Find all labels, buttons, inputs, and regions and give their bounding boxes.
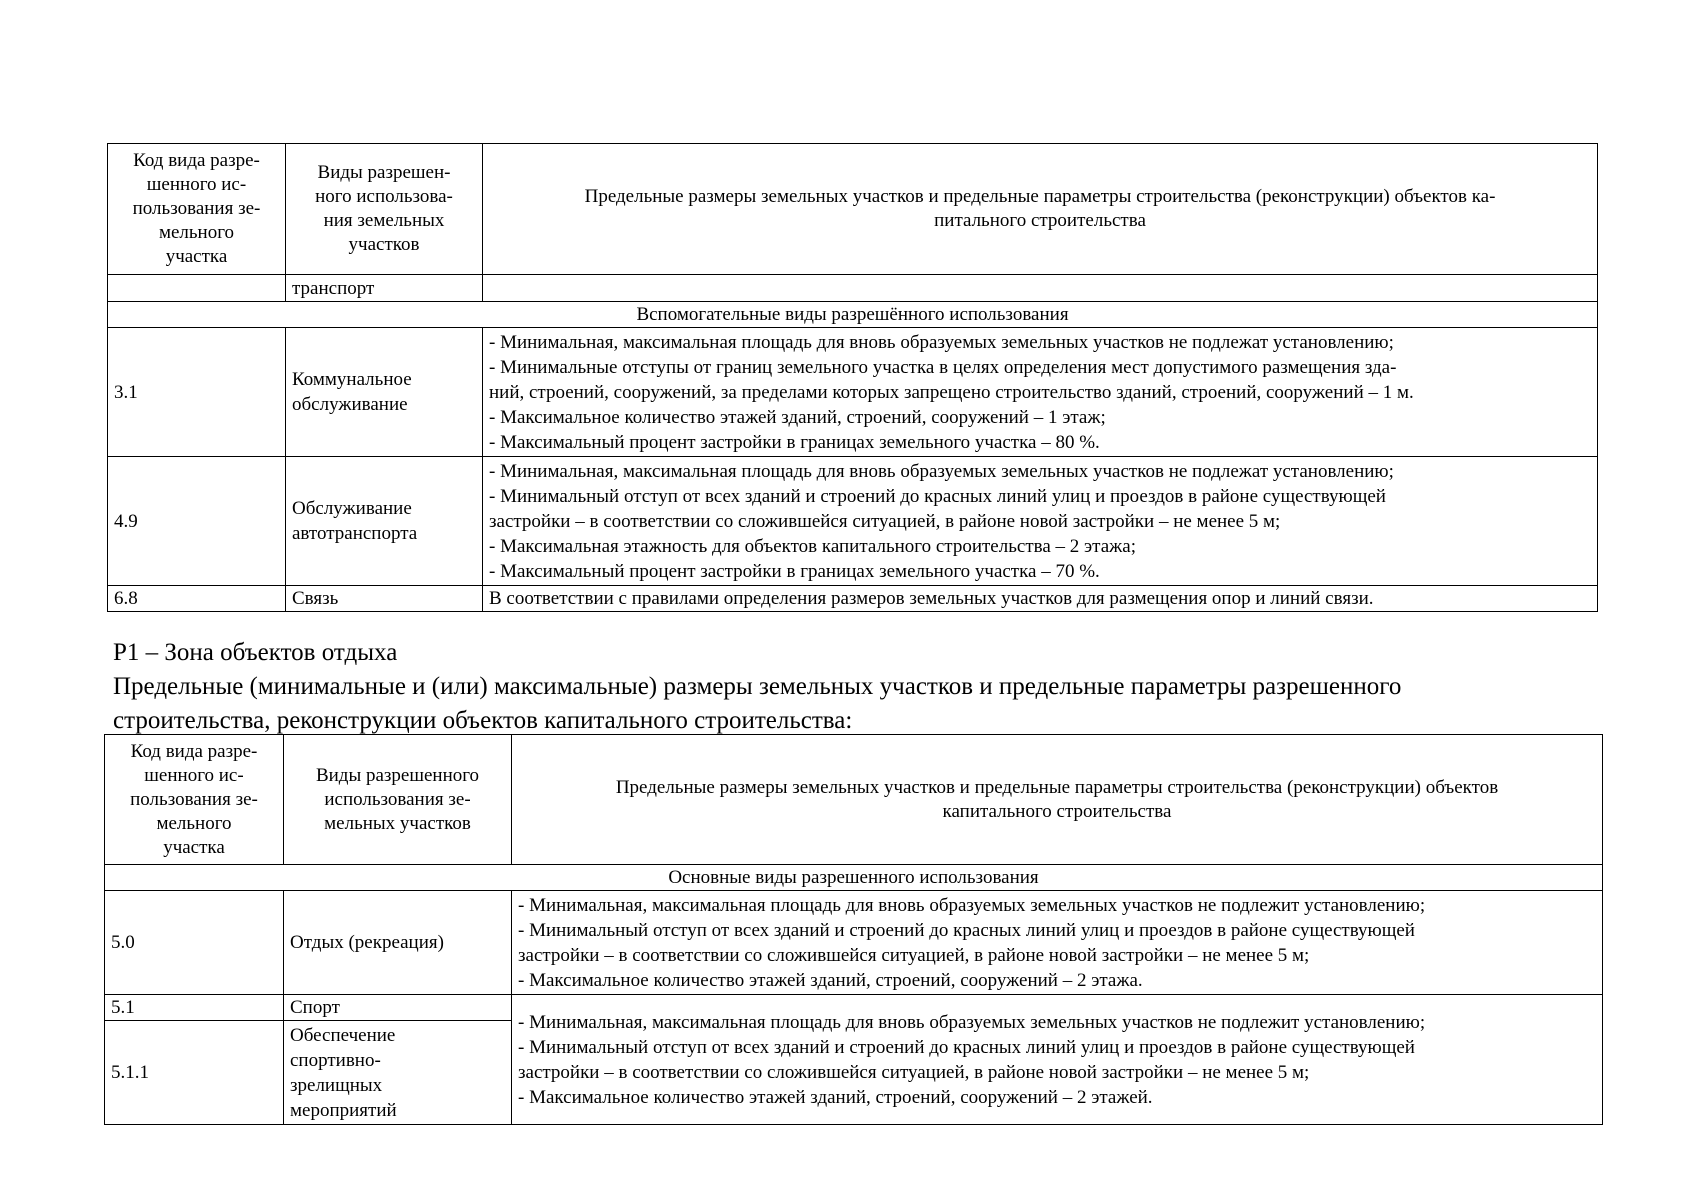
use-line: спортивно-	[290, 1049, 381, 1071]
table-header-row	[108, 144, 1598, 275]
param-line: - Минимальная, максимальная площадь для вновь образуемых земельных участков не подлежит установлению;	[518, 894, 1426, 916]
param-line: - Максимальная этажность для объектов капитального строительства – 2 этажа;	[489, 535, 1136, 557]
cell-use: транспорт	[286, 275, 483, 302]
header-line: ного использова-	[315, 186, 453, 207]
section-row	[105, 865, 1603, 891]
cell-code: 5.1.1	[105, 1021, 284, 1125]
table-row	[108, 586, 1598, 612]
cell-params	[483, 275, 1598, 302]
cell-use	[286, 586, 483, 612]
cell-params	[512, 891, 1603, 995]
use-line: автотранспорта	[292, 523, 418, 544]
header-line: Виды разрешенного	[315, 764, 480, 786]
param-line: - Максимальное количество этажей зданий, строений, сооружений – 1 этаж;	[489, 406, 1106, 428]
param-line: застройки – в соответствии со сложившейся ситуацией, в районе новой застройки – не менее 5 м;	[489, 510, 1281, 532]
cell-use	[284, 891, 512, 995]
param-line: застройки – в соответствии со сложившейся ситуацией, в районе новой застройки – не менее 5 м;	[518, 1061, 1310, 1083]
use-line: Спорт	[290, 997, 340, 1018]
header-line: ния земельных	[323, 210, 445, 231]
header-line: капитального строительства	[942, 800, 1172, 822]
header-params	[483, 144, 1598, 275]
header-use	[284, 735, 512, 865]
header-code	[105, 735, 284, 865]
header-line: мельного	[158, 222, 235, 243]
header-line: участка	[165, 246, 228, 267]
param-line: - Минимальный отступ от всех зданий и строений до красных линий улиц и проездов в районе существующей	[518, 919, 1415, 941]
cell-use	[284, 995, 512, 1021]
cell-params	[483, 457, 1598, 586]
param-line: - Минимальная, максимальная площадь для вновь образуемых земельных участков не подлежит установлению;	[518, 1011, 1426, 1033]
table-row	[108, 457, 1598, 586]
header-line: участка	[163, 836, 225, 858]
param-line: ний, строений, сооружений, за пределами которых запрещено строительство зданий, строений, сооружений – 1 м.	[489, 381, 1414, 403]
cell-use	[286, 328, 483, 457]
header-line: мельных участков	[324, 812, 471, 834]
table-row	[108, 328, 1598, 457]
header-line: мельного	[156, 812, 232, 834]
use-line: обслуживание	[292, 394, 408, 415]
cell-code: 3.1	[108, 328, 286, 457]
header-line: Код вида разре-	[130, 740, 258, 762]
param-line: - Максимальное количество этажей зданий, строений, сооружений – 2 этажа.	[518, 969, 1143, 991]
param-line: - Минимальная, максимальная площадь для вновь образуемых земельных участков не подлежат установлению;	[489, 331, 1394, 353]
section-label: Основные виды разрешенного использования	[105, 865, 1603, 891]
zone-description-line: строительства, реконструкции объектов капитального строительства:	[113, 707, 853, 734]
section-row	[108, 302, 1598, 328]
land-use-table-auxiliary	[107, 143, 1598, 612]
header-line: пользования зе-	[132, 198, 261, 219]
land-use-table-main	[104, 734, 1603, 1125]
cell-use	[284, 1021, 512, 1125]
use-line: мероприятий	[290, 1099, 397, 1121]
cell-params	[483, 586, 1598, 612]
cell-code	[108, 275, 286, 302]
param-line: - Минимальный отступ от всех зданий и строений до красных линий улиц и проездов в районе существующей	[489, 485, 1386, 507]
use-line: Связь	[292, 588, 339, 609]
cell-code: 5.0	[105, 891, 284, 995]
use-line: Обслуживание	[292, 498, 412, 519]
use-line: зрелищных	[290, 1074, 383, 1096]
header-line: Предельные размеры земельных участков и предельные параметры строительства (реконструкции) объектов	[615, 776, 1499, 798]
param-line: - Минимальные отступы от границ земельного участка в целях определения мест допустимого размещения зда-	[489, 356, 1397, 378]
header-code	[108, 144, 286, 275]
header-line: участков	[348, 234, 420, 255]
header-line: питального строительства	[934, 210, 1146, 231]
use-line: Коммунальное	[292, 369, 412, 390]
section-label: Вспомогательные виды разрешённого использования	[108, 302, 1598, 328]
table-row-continuation	[108, 275, 1598, 302]
header-use	[286, 144, 483, 275]
param-line: застройки – в соответствии со сложившейся ситуацией, в районе новой застройки – не менее 5 м;	[518, 944, 1310, 966]
cell-code: 6.8	[108, 586, 286, 612]
header-params	[512, 735, 1603, 865]
cell-code: 4.9	[108, 457, 286, 586]
header-line: Код вида разре-	[133, 150, 260, 171]
cell-use	[286, 457, 483, 586]
cell-code: 5.1	[105, 995, 284, 1021]
param-line: - Максимальный процент застройки в границах земельного участка – 80 %.	[489, 431, 1100, 453]
header-line: Виды разрешен-	[317, 162, 451, 183]
header-line: пользования зе-	[130, 788, 258, 810]
param-line: - Максимальное количество этажей зданий, строений, сооружений – 2 этажей.	[518, 1086, 1153, 1108]
use-line: Отдых (рекреация)	[290, 932, 444, 953]
cell-params	[483, 328, 1598, 457]
param-line: - Минимальная, максимальная площадь для вновь образуемых земельных участков не подлежат установлению;	[489, 460, 1394, 482]
param-line: - Максимальный процент застройки в границах земельного участка – 70 %.	[489, 560, 1100, 582]
zone-heading	[113, 636, 1603, 738]
param-line: В соответствии с правилами определения размеров земельных участков для размещения опор и линий связи.	[489, 588, 1374, 609]
param-line: - Минимальный отступ от всех зданий и строений до красных линий улиц и проездов в районе существующей	[518, 1036, 1415, 1058]
header-line: шенного ис-	[146, 174, 247, 195]
zone-description-line: Предельные (минимальные и (или) максимальные) размеры земельных участков и предельные параметры разрешенного	[113, 673, 1402, 700]
table-row	[105, 891, 1603, 995]
header-line: использования зе-	[324, 788, 471, 810]
table-row	[105, 995, 1603, 1021]
header-line: Предельные размеры земельных участков и предельные параметры строительства (реконструкции) объектов ка-	[584, 186, 1496, 207]
header-line: шенного ис-	[144, 764, 244, 786]
use-line: Обеспечение	[290, 1024, 396, 1046]
zone-title: Р1 – Зона объектов отдыха	[113, 639, 398, 666]
table-header-row	[105, 735, 1603, 865]
cell-params-shared	[512, 995, 1603, 1125]
